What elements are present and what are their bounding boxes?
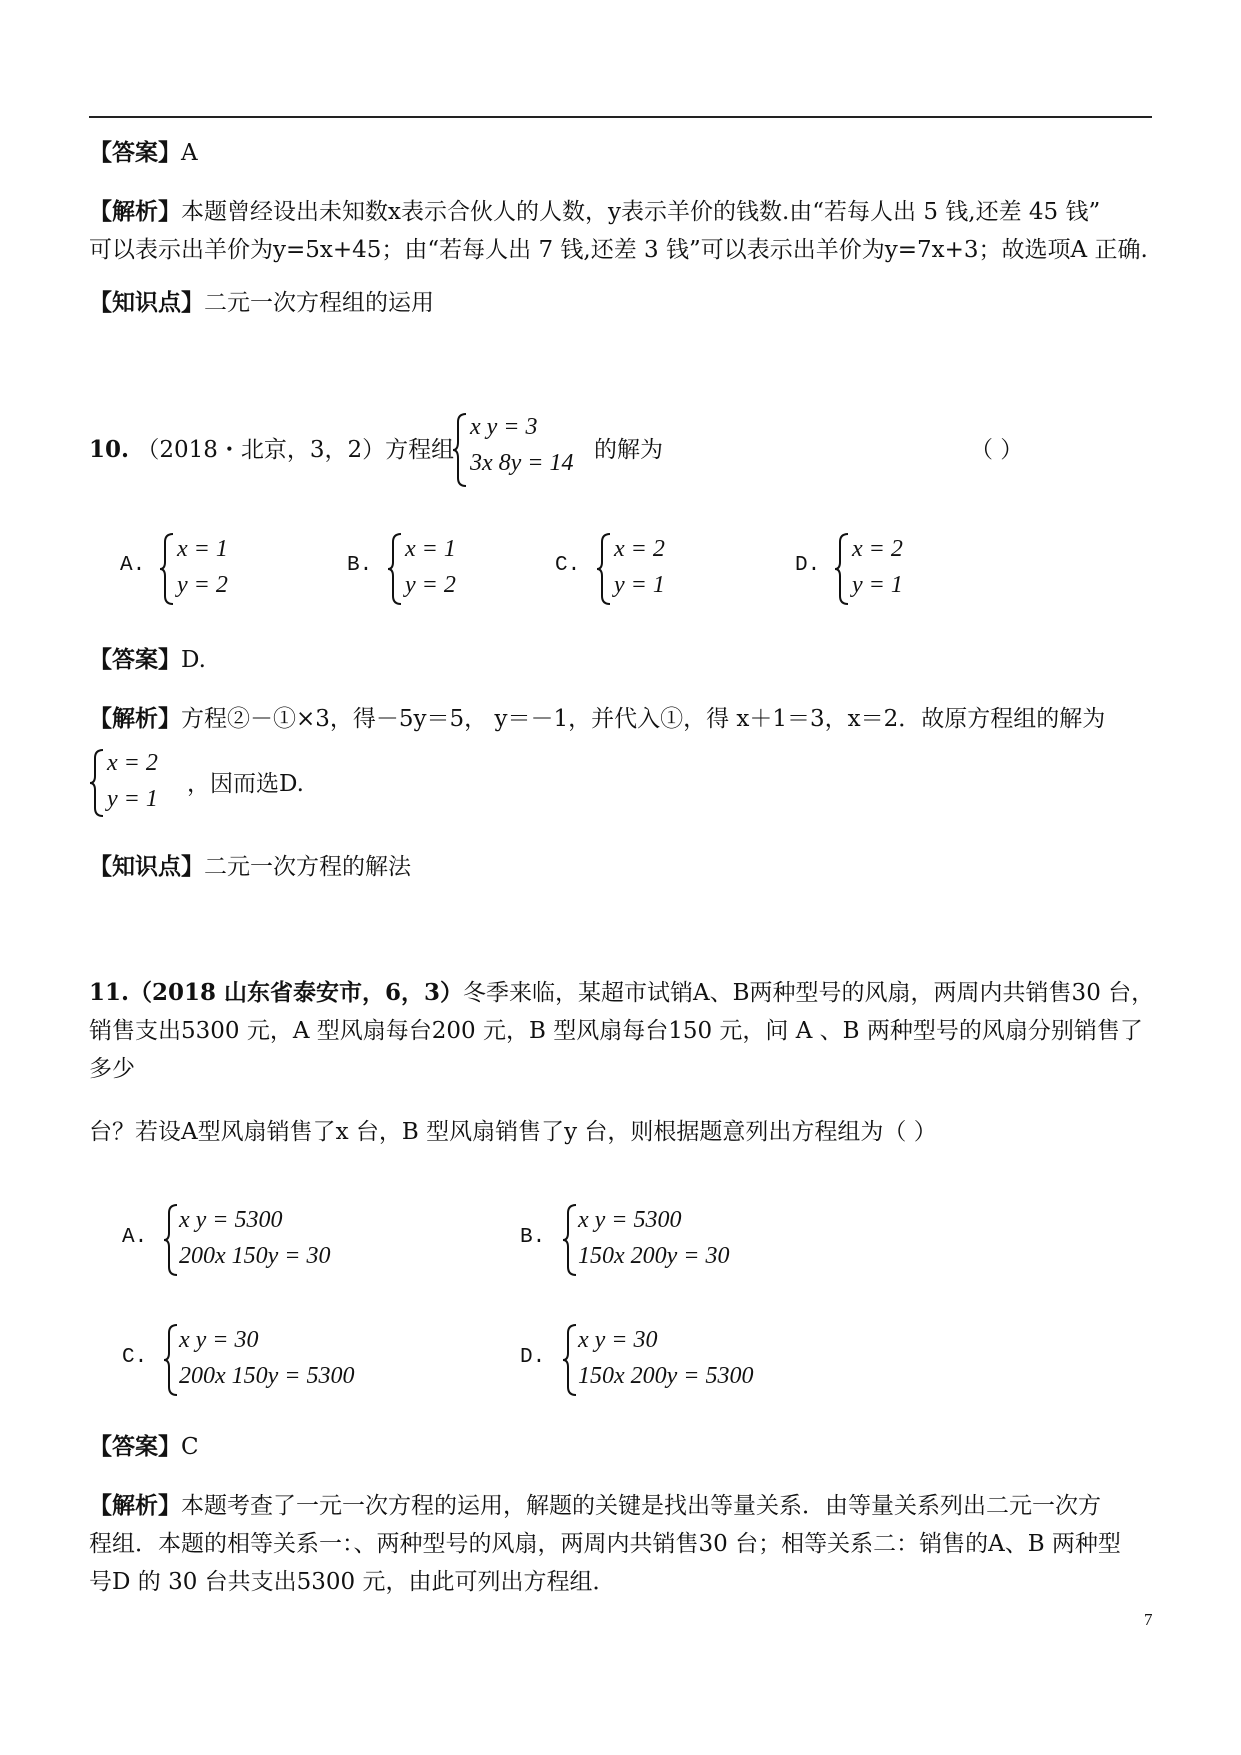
- brace-icon: [562, 1323, 578, 1397]
- option-a-label: A.: [120, 554, 146, 577]
- answer-value: A: [181, 140, 198, 166]
- system-line-2: 200x 150y = 30: [179, 1243, 331, 1269]
- option-c-system: [163, 1323, 403, 1397]
- page-number: 7: [1144, 1610, 1153, 1629]
- system-line-1: x y = 5300: [578, 1207, 682, 1233]
- option-b-system: [562, 1203, 802, 1277]
- question-11-line-4: 台？若设A型风扇销售了x 台，B 型风扇销售了y 台，则根据题意列出方程组为（ ）: [89, 1119, 937, 1145]
- system-line-2: 150x 200y = 5300: [578, 1363, 754, 1389]
- answer-value: D.: [181, 647, 206, 673]
- answer-label: 【答案】: [89, 1433, 181, 1460]
- answer-row-11: [89, 1432, 199, 1462]
- brace-icon: [596, 532, 612, 606]
- option-d-label: D.: [795, 554, 821, 577]
- option-d-label: D.: [520, 1346, 546, 1369]
- option-d-system: [562, 1323, 802, 1397]
- system-line-1: x = 2: [852, 536, 903, 562]
- answer-paren: （ ）: [970, 437, 1024, 463]
- system-line-2: y = 1: [107, 786, 158, 812]
- system-line-1: x y = 5300: [179, 1207, 283, 1233]
- brace-icon: [562, 1203, 578, 1277]
- option-a-system: [163, 1203, 403, 1277]
- analysis-label: 【解析】: [89, 1492, 181, 1519]
- option-d-system: [834, 532, 944, 606]
- system-line-2: y = 2: [405, 572, 456, 598]
- option-c-system: [596, 532, 706, 606]
- system-line-2: y = 2: [177, 572, 228, 598]
- question-11-head: 11.（2018 山东省泰安市，6，3）: [89, 979, 464, 1006]
- answer-row-10: [89, 645, 206, 675]
- analysis-system: [89, 748, 199, 818]
- analysis-line: 本题考查了一元一次方程的运用，解题的关键是找出等量关系．由等量关系列出二元一次方: [181, 1493, 1101, 1519]
- knowledge-value: 二元一次方程组的运用: [204, 290, 434, 316]
- system-line-1: x y = 3: [470, 414, 538, 440]
- system-line-1: x y = 30: [179, 1327, 259, 1353]
- system-line-2: y = 1: [852, 572, 903, 598]
- option-b-label: B.: [520, 1226, 546, 1249]
- question-10-suffix: 的解为: [594, 437, 663, 463]
- question-10-system: [452, 412, 592, 488]
- analysis-label: 【解析】: [89, 705, 181, 732]
- system-line-1: x = 2: [614, 536, 665, 562]
- question-source: （2018・北京，3，2）方程组: [136, 437, 455, 463]
- analysis-row-10: [89, 704, 1105, 734]
- question-11-text: 冬季来临，某超市试销A、B两种型号的风扇，两周内共销售30 台，: [463, 980, 1155, 1006]
- question-10-header: [89, 435, 454, 465]
- system-line-2: 150x 200y = 30: [578, 1243, 730, 1269]
- answer-label: 【答案】: [89, 139, 181, 166]
- analysis-row-11: [89, 1491, 1101, 1521]
- analysis-line: 方程②－①×3，得－5y＝5， y＝－1，并代入①，得 x＋1＝3，x＝2．故原方程组的解为: [181, 706, 1106, 732]
- brace-icon: [834, 532, 850, 606]
- answer-label: 【答案】: [89, 646, 181, 673]
- brace-icon: [387, 532, 403, 606]
- system-line-1: x = 1: [177, 536, 228, 562]
- knowledge-row-1: [89, 288, 434, 318]
- analysis-line-2: 程组．本题的相等关系一：、两种型号的风扇，两周内共销售30 台；相等关系二：销售的A、B 两种型: [89, 1531, 1121, 1557]
- brace-icon: [163, 1203, 179, 1277]
- option-a-label: A.: [122, 1226, 148, 1249]
- question-11-line-1: [89, 978, 1154, 1008]
- system-line-1: x y = 30: [578, 1327, 658, 1353]
- analysis-label: 【解析】: [89, 198, 181, 225]
- option-c-label: C.: [122, 1346, 148, 1369]
- option-b-label: B.: [347, 554, 373, 577]
- analysis-row-1: [89, 197, 1100, 227]
- system-line-2: y = 1: [614, 572, 665, 598]
- option-a-system: [159, 532, 269, 606]
- question-11-line-3: 多少: [89, 1056, 135, 1082]
- knowledge-row-10: [89, 852, 411, 882]
- knowledge-label: 【知识点】: [89, 853, 204, 880]
- system-line-1: x = 2: [107, 750, 158, 776]
- question-11-line-2: 销售支出5300 元，A 型风扇每台200 元，B 型风扇每台150 元，问 A 、B 两种型号的风扇分别销售了: [89, 1018, 1143, 1044]
- answer-value: C: [181, 1434, 199, 1460]
- header-rule: [89, 116, 1152, 118]
- option-c-label: C.: [555, 554, 581, 577]
- brace-icon: [159, 532, 175, 606]
- option-b-system: [387, 532, 497, 606]
- system-line-2: 3x 8y = 14: [470, 450, 574, 476]
- analysis-line-3: 号D 的 30 台共支出5300 元，由此可列出方程组．: [89, 1569, 616, 1595]
- system-line-2: 200x 150y = 5300: [179, 1363, 355, 1389]
- analysis-line-2: 可以表示出羊价为y=5x+45；由“若每人出 7 钱,还差 3 钱”可以表示出羊价为y=7x+3；故选项A 正确.: [89, 237, 1148, 263]
- knowledge-label: 【知识点】: [89, 289, 204, 316]
- system-line-1: x = 1: [405, 536, 456, 562]
- analysis-line: 本题曾经设出未知数x表示合伙人的人数，y表示羊价的钱数.由“若每人出 5 钱,还差 45 钱”: [181, 199, 1101, 225]
- knowledge-value: 二元一次方程的解法: [204, 854, 411, 880]
- brace-icon: [452, 412, 468, 488]
- answer-row-1: [89, 138, 198, 168]
- analysis-tail: ，因而选D.: [187, 771, 304, 797]
- brace-icon: [163, 1323, 179, 1397]
- question-number: 10.: [89, 436, 130, 463]
- brace-icon: [89, 748, 105, 818]
